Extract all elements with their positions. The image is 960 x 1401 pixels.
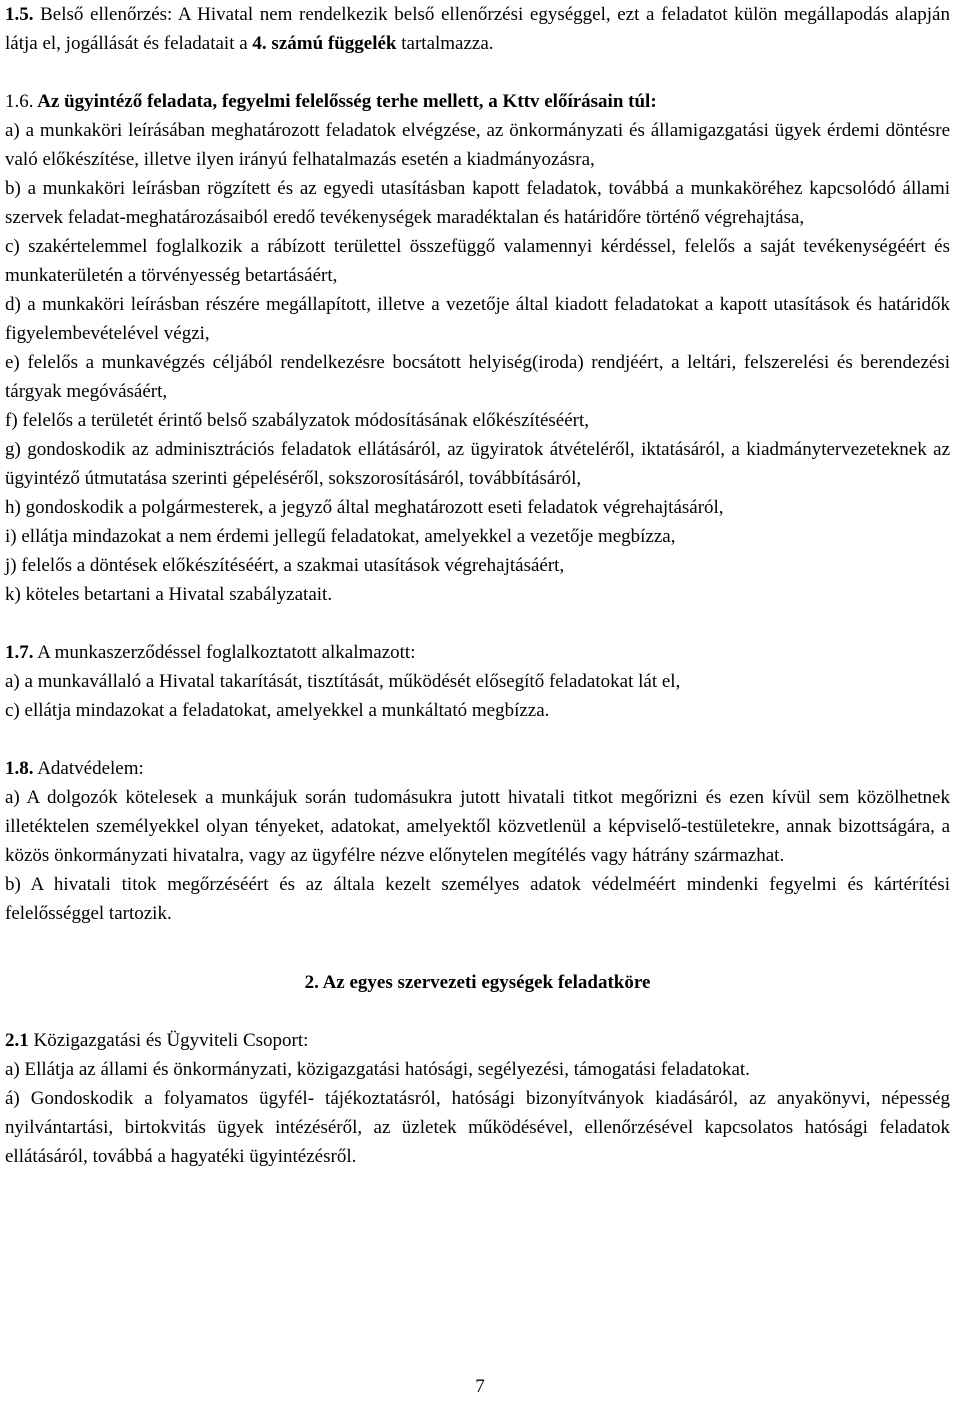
section-number: 1.6.	[5, 91, 34, 112]
list-item: e) felelős a munkavégzés céljából rendelkezésre bocsátott helyiség(iroda) rendjéért, a leltári, felszerelési és berendezési tárgyak megóvásáért,	[5, 352, 950, 402]
section-number: 1.7.	[5, 642, 34, 663]
list-item: i) ellátja mindazokat a nem érdemi jellegű feladatokat, amelyekkel a vezetője megbízza,	[5, 526, 676, 547]
section-1-8-heading	[5, 754, 950, 783]
list-item: c) szakértelemmel foglalkozik a rábízott területtel összefüggő valamennyi kérdéssel, felelős a saját tevékenységéért és munkaterületén a törvényesség betartásáért,	[5, 236, 950, 286]
section-heading: Közigazgatási és Ügyviteli Csoport:	[28, 1030, 309, 1051]
appendix-reference: 4. számú függelék	[252, 33, 397, 54]
list-item: a) a munkaköri leírásában meghatározott feladatok elvégzése, az önkormányzati és államigazgatási ügyek érdemi döntésre való előkészítése, illetve ilyen irányú felhatalmazás esetén a kiadmányozásra,	[5, 120, 950, 170]
section-text: Belső ellenőrzés: A Hivatal nem rendelkezik belső ellenőrzési egységgel, ezt a feladatot külön megállapodás alapján látja el, jogállását és feladatait a	[5, 4, 950, 54]
section-number: 2.1	[5, 1030, 29, 1051]
section-heading: A munkaszerződéssel foglalkoztatott alkalmazott:	[33, 642, 416, 663]
document-page	[5, 0, 950, 1171]
list-item: a) A dolgozók kötelesek a munkájuk során tudomásukra jutott hivatali titkot megőrizni és ezen kívül sem közölhetnek illetéktelen személyekkel olyan tényeket, adatokat, amelyektől közvetlenül a képviselő-testületekre, annak bizottságára, a közös önkormányzati hivatalra, vagy az ügyfélre nézve előnytelen megítélés vagy hátrány származhat.	[5, 787, 950, 866]
list-item: d) a munkaköri leírásban részére megállapított, illetve a vezetője által kiadott feladatokat a kapott utasítások és határidők figyelembevételével végzi,	[5, 294, 950, 344]
list-item: b) A hivatali titok megőrzéséért és az általa kezelt személyes adatok védelméért mindenki fegyelmi és kártérítési felelősséggel tartozik.	[5, 874, 950, 924]
list-item: c) ellátja mindazokat a feladatokat, amelyekkel a munkáltató megbízza.	[5, 700, 550, 721]
section-1-5	[5, 0, 950, 58]
list-item: k) köteles betartani a Hivatal szabályzatait.	[5, 584, 333, 605]
list-item: a) Ellátja az állami és önkormányzati, közigazgatási hatósági, segélyezési, támogatási feladatokat.	[5, 1059, 750, 1080]
list-item: b) a munkaköri leírásban rögzített és az egyedi utasításban kapott feladatok, továbbá a munkaköréhez kapcsolódó állami szervek feladat-meghatározásaiból eredő tevékenységek maradéktalan és határidőre történő végrehajtása,	[5, 178, 950, 228]
list-item: h) gondoskodik a polgármesterek, a jegyző által meghatározott eseti feladatok végrehajtásáról,	[5, 497, 724, 518]
list-item: f) felelős a területét érintő belső szabályzatok módosításának előkészítéséért,	[5, 410, 590, 431]
section-text-tail: tartalmazza.	[396, 33, 494, 54]
section-number: 1.8.	[5, 758, 34, 779]
page-number: 7	[475, 1376, 485, 1397]
section-2-1-heading	[5, 1026, 950, 1055]
list-item: a) a munkavállaló a Hivatal takarítását, tisztítását, működését elősegítő feladatokat lát el,	[5, 671, 681, 692]
section-1-7-heading	[5, 638, 950, 667]
list-item: j) felelős a döntések előkészítéséért, a szakmai utasítások végrehajtásáért,	[5, 555, 565, 576]
chapter-title: 2. Az egyes szervezeti egységek feladatköre	[304, 972, 651, 993]
section-1-6-heading	[5, 87, 950, 116]
section-heading: Adatvédelem:	[33, 758, 144, 779]
section-number: 1.5.	[5, 4, 34, 25]
list-item: g) gondoskodik az adminisztrációs feladatok ellátásáról, az ügyiratok átvételéről, iktatásáról, a kiadmánytervezeteknek az ügyintéző útmutatása szerinti gépeléséről, sokszorosításáról, továbbításáról,	[5, 439, 950, 489]
section-heading: Az ügyintéző feladata, fegyelmi felelősség terhe mellett, a Kttv előírásain túl:	[33, 91, 657, 112]
list-item: á) Gondoskodik a folyamatos ügyfél- tájékoztatásról, hatósági bizonyítványok kiadásáról, az anyakönyvi, népesség nyilvántartási, birtokvitás ügyek intézéséről, az üzletek működésével, ellenőrzésével kapcsolatos hatósági feladatok ellátásáról, továbbá a hagyatéki ügyintézésről.	[5, 1088, 950, 1167]
